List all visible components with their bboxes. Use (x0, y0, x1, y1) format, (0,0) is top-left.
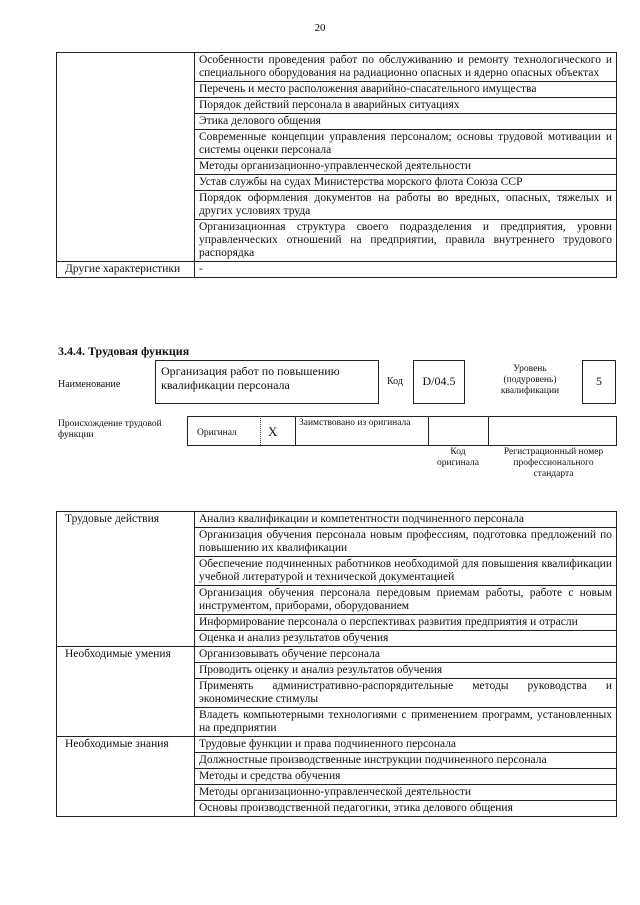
divider (428, 416, 429, 445)
group-label: Необходимые знания (57, 737, 195, 817)
level-label: Уровень (подуровень) квалификации (500, 364, 560, 396)
table-row (57, 262, 617, 278)
list-item: Организация обучения персонала передовым приемам работы, работе с новым инструментом, приборами, оборудованием (195, 586, 617, 615)
reg-number-label: Регистрационный номер профессионального стандарта (503, 447, 604, 479)
list-item: Особенности проведения работ по обслуживанию и ремонту технологического и специального оборудования на радиационно опасных и ядерно опасных объектах (195, 53, 617, 82)
list-item: Организационная структура своего подразделения и предприятия, уровни управленческих отношений на предприятии, правила внутреннего трудового распорядка (195, 220, 617, 262)
origin-mark: X (268, 424, 278, 439)
code-original-label: Код оригинала (437, 447, 479, 468)
origin-borrowed: Заимствовано из оригинала (299, 418, 411, 428)
code-box (413, 360, 465, 404)
code-label: Код (387, 376, 403, 387)
list-item: Этика делового общения (195, 114, 617, 130)
list-item: Порядок оформления документов на работы во вредных, опасных, тяжелых и других условиях труда (195, 191, 617, 220)
page-number: 20 (314, 22, 326, 34)
table-row (57, 512, 617, 528)
level-box (582, 360, 616, 404)
list-item: Организация обучения персонала новым профессиям, подготовка предложений по повышению их квалификации (195, 528, 617, 557)
table-row (57, 737, 617, 753)
function-name: Организация работ по повышению квалификации персонала (161, 364, 340, 392)
list-item: Основы производственной педагогики, этика делового общения (195, 801, 617, 817)
list-item: Методы организационно-управленческой деятельности (195, 159, 617, 175)
list-item: Обеспечение подчиненных работников необходимой для повышения квалификации учебной литературой и технической документацией (195, 557, 617, 586)
list-item: Информирование персонала о перспективах развития предприятия и отрасли (195, 615, 617, 631)
empty-label-cell (57, 53, 195, 262)
list-item: Перечень и место расположения аварийно-спасательного имущества (195, 82, 617, 98)
level-value: 5 (596, 374, 602, 388)
divider (488, 416, 489, 445)
origin-original: Оригинал (197, 428, 237, 438)
code-value: D/04.5 (422, 374, 456, 388)
group-label: Необходимые умения (57, 647, 195, 737)
name-box (155, 360, 379, 404)
knowledge-table-continued (56, 52, 617, 278)
labor-function-table (56, 511, 617, 817)
list-item: Организовывать обучение персонала (195, 647, 617, 663)
divider (295, 416, 296, 445)
list-item: Трудовые функции и права подчиненного персонала (195, 737, 617, 753)
list-item: Методы и средства обучения (195, 769, 617, 785)
section-title: 3.4.4. Трудовая функция (58, 344, 190, 358)
list-item: Проводить оценку и анализ результатов обучения (195, 663, 617, 679)
list-item: Должностные производственные инструкции подчиненного персонала (195, 753, 617, 769)
list-item: Порядок действий персонала в аварийных ситуациях (195, 98, 617, 114)
group-label: Трудовые действия (57, 512, 195, 647)
table-row (57, 647, 617, 663)
table-row (57, 53, 617, 82)
list-item: Применять административно-распорядительные методы руководства и экономические стимулы (195, 679, 617, 708)
name-label: Наименование (58, 379, 121, 390)
list-item: Анализ квалификации и компетентности подчиненного персонала (195, 512, 617, 528)
divider (260, 416, 262, 445)
list-item: Владеть компьютерными технологиями с применением программ, установленных на предприятии (195, 708, 617, 737)
list-item: Оценка и анализ результатов обучения (195, 631, 617, 647)
origin-label: Происхождение трудовой функции (58, 419, 162, 440)
list-item: Методы организационно-управленческой деятельности (195, 785, 617, 801)
list-item: Современные концепции управления персоналом; основы трудовой мотивации и системы оценки персонала (195, 130, 617, 159)
list-item: Устав службы на судах Министерства морского флота Союза ССР (195, 175, 617, 191)
other-characteristics-label: Другие характеристики (57, 262, 195, 278)
other-characteristics-value: - (195, 262, 617, 278)
